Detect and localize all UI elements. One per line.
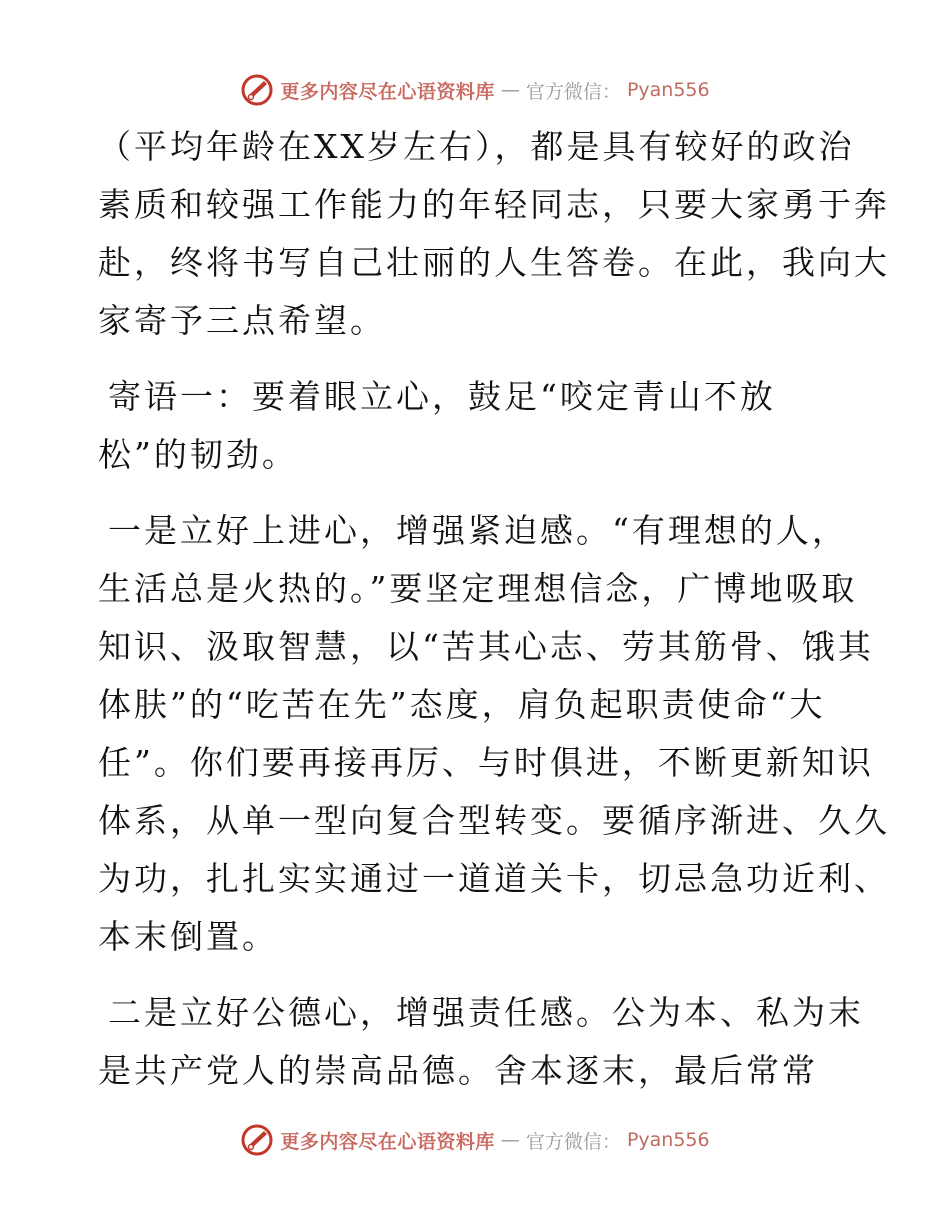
paragraph-heading-one: [98, 368, 858, 484]
text-line: （平均年龄在XX岁左右），都是具有较好的政治: [98, 127, 855, 166]
watermark-wechat-label: 官方微信：: [525, 80, 621, 103]
text-line: 体肤”的“吃苦在先”态度，肩负起职责使命“大: [98, 685, 826, 724]
text-line: 为功，扎扎实实通过一道道关卡，切忌急功近利、: [98, 859, 890, 898]
text-line: 家寄予三点希望。: [98, 301, 386, 340]
watermark-wechat-label: 官方微信：: [525, 1130, 621, 1153]
footer-watermark: [0, 1120, 950, 1160]
section-heading-line: 寄语一：要着眼立心，鼓足“咬定青山不放: [108, 377, 776, 416]
watermark-title: 更多内容尽在心语资料库: [280, 1130, 495, 1153]
watermark-dash: —: [500, 79, 520, 101]
paragraph-intro: [98, 118, 890, 350]
text-line: 生活总是火热的。”要坚定理想信念，广博地吸取: [98, 569, 858, 608]
logo-icon: [240, 73, 274, 107]
watermark-title: 更多内容尽在心语资料库: [280, 80, 495, 103]
text-line: 体系，从单一型向复合型转变。要循序渐进、久久: [98, 801, 890, 840]
header-watermark: [0, 70, 950, 110]
text-line: 一是立好上进心，增强紧迫感。“有理想的人，: [108, 511, 848, 550]
text-line: 任”。你们要再接再厉、与时俱进，不断更新知识: [98, 743, 874, 782]
watermark-dash: —: [500, 1129, 520, 1151]
logo-icon: [240, 1123, 274, 1157]
text-line: 是共产党人的崇高品德。舍本逐末，最后常常: [98, 1051, 818, 1090]
watermark-wechat-id: Pyan556: [626, 79, 710, 101]
section-heading-line: 松”的韧劲。: [98, 435, 298, 474]
watermark-wechat-id: Pyan556: [626, 1129, 710, 1151]
text-line: 知识、汲取智慧，以“苦其心志、劳其筋骨、饿其: [98, 627, 874, 666]
text-line: 赴，终将书写自己壮丽的人生答卷。在此，我向大: [98, 243, 890, 282]
text-line: 素质和较强工作能力的年轻同志，只要大家勇于奔: [98, 185, 890, 224]
document-body: [98, 118, 890, 1118]
text-line: 本末倒置。: [98, 917, 278, 956]
paragraph-point-two: [98, 984, 864, 1100]
text-line: 二是立好公德心，增强责任感。公为本、私为末: [108, 993, 864, 1032]
paragraph-point-one: [98, 502, 890, 966]
